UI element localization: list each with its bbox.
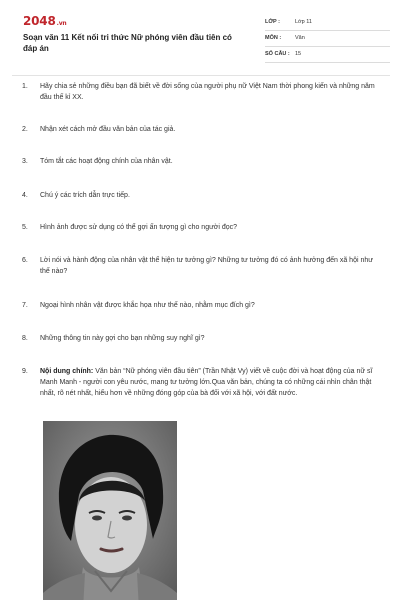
question-number: 1. [22, 83, 28, 90]
summary-text [40, 366, 382, 399]
question-text: Hãy chia sẻ những điều bạn đã biết về đời sống của người phụ nữ Việt Nam thời phong kiến và những năm đầu thế kỉ XX. [40, 83, 375, 101]
question-item [22, 156, 382, 167]
question-item [22, 255, 382, 277]
summary-body: Văn bản “Nữ phóng viên đầu tiên” (Trần Nhật Vy) viết về cuộc đời và hoạt động của nữ sĩ Manh Manh - người con yêu nước, mang tư tưởng lớn.Qua văn bản, chúng ta có những cái nhìn chân thật nhất, rõ nét nhất, hiểu hơn về những đóng góp của bà đối với xã hội, với đất nước. [40, 368, 373, 397]
question-text: Chú ý các trích dẫn trực tiếp. [40, 192, 130, 199]
question-item [22, 190, 382, 201]
question-number: 4. [22, 192, 28, 199]
question-item [22, 81, 382, 103]
meta-row-count [265, 48, 390, 63]
logo-suffix: .vn [56, 20, 67, 27]
meta-value: Lớp 11 [295, 19, 312, 25]
page-title: Soạn văn 11 Kết nối tri thức Nữ phóng viên đầu tiên có đáp án [23, 33, 232, 53]
question-text: Những thông tin này gợi cho bạn những suy nghĩ gì? [40, 335, 205, 342]
question-number: 9. [22, 368, 28, 375]
meta-key: MÔN : [265, 35, 282, 41]
question-number: 8. [22, 335, 28, 342]
question-item [22, 222, 382, 233]
question-text: Tóm tắt các hoạt động chính của nhân vật. [40, 158, 173, 165]
question-text: Nhận xét cách mở đầu văn bản của tác giả. [40, 126, 176, 133]
document-page [12, 10, 390, 600]
portrait-illustration [43, 421, 177, 600]
meta-key: SỐ CÂU : [265, 51, 290, 57]
question-number: 2. [22, 126, 28, 133]
question-text: Ngoại hình nhân vật được khắc họa như thế nào, nhằm mục đích gì? [40, 302, 255, 309]
meta-value: 15 [295, 51, 302, 57]
meta-row-subject [265, 32, 390, 47]
question-item [22, 300, 382, 311]
meta-key: LỚP : [265, 19, 280, 25]
site-logo[interactable] [23, 14, 66, 28]
question-item-summary [22, 366, 382, 399]
portrait-photo [43, 421, 177, 600]
summary-lead: Nội dung chính: [40, 368, 94, 375]
question-number: 5. [22, 224, 28, 231]
question-item [22, 333, 382, 344]
question-text: Lời nói và hành động của nhân vật thể hiện tư tưởng gì? Những tư tưởng đó có ảnh hưởng đến xã hội như thế nào? [40, 257, 373, 275]
meta-info [265, 16, 390, 64]
meta-value: Văn [295, 35, 305, 41]
header-divider [12, 75, 390, 76]
meta-row-class [265, 16, 390, 31]
logo-main: 2048 [23, 14, 56, 28]
question-text: Hình ảnh được sử dụng có thể gợi ấn tượng gì cho người đọc? [40, 224, 238, 231]
question-item [22, 124, 382, 135]
question-number: 6. [22, 257, 28, 264]
question-number: 3. [22, 158, 28, 165]
question-number: 7. [22, 302, 28, 309]
